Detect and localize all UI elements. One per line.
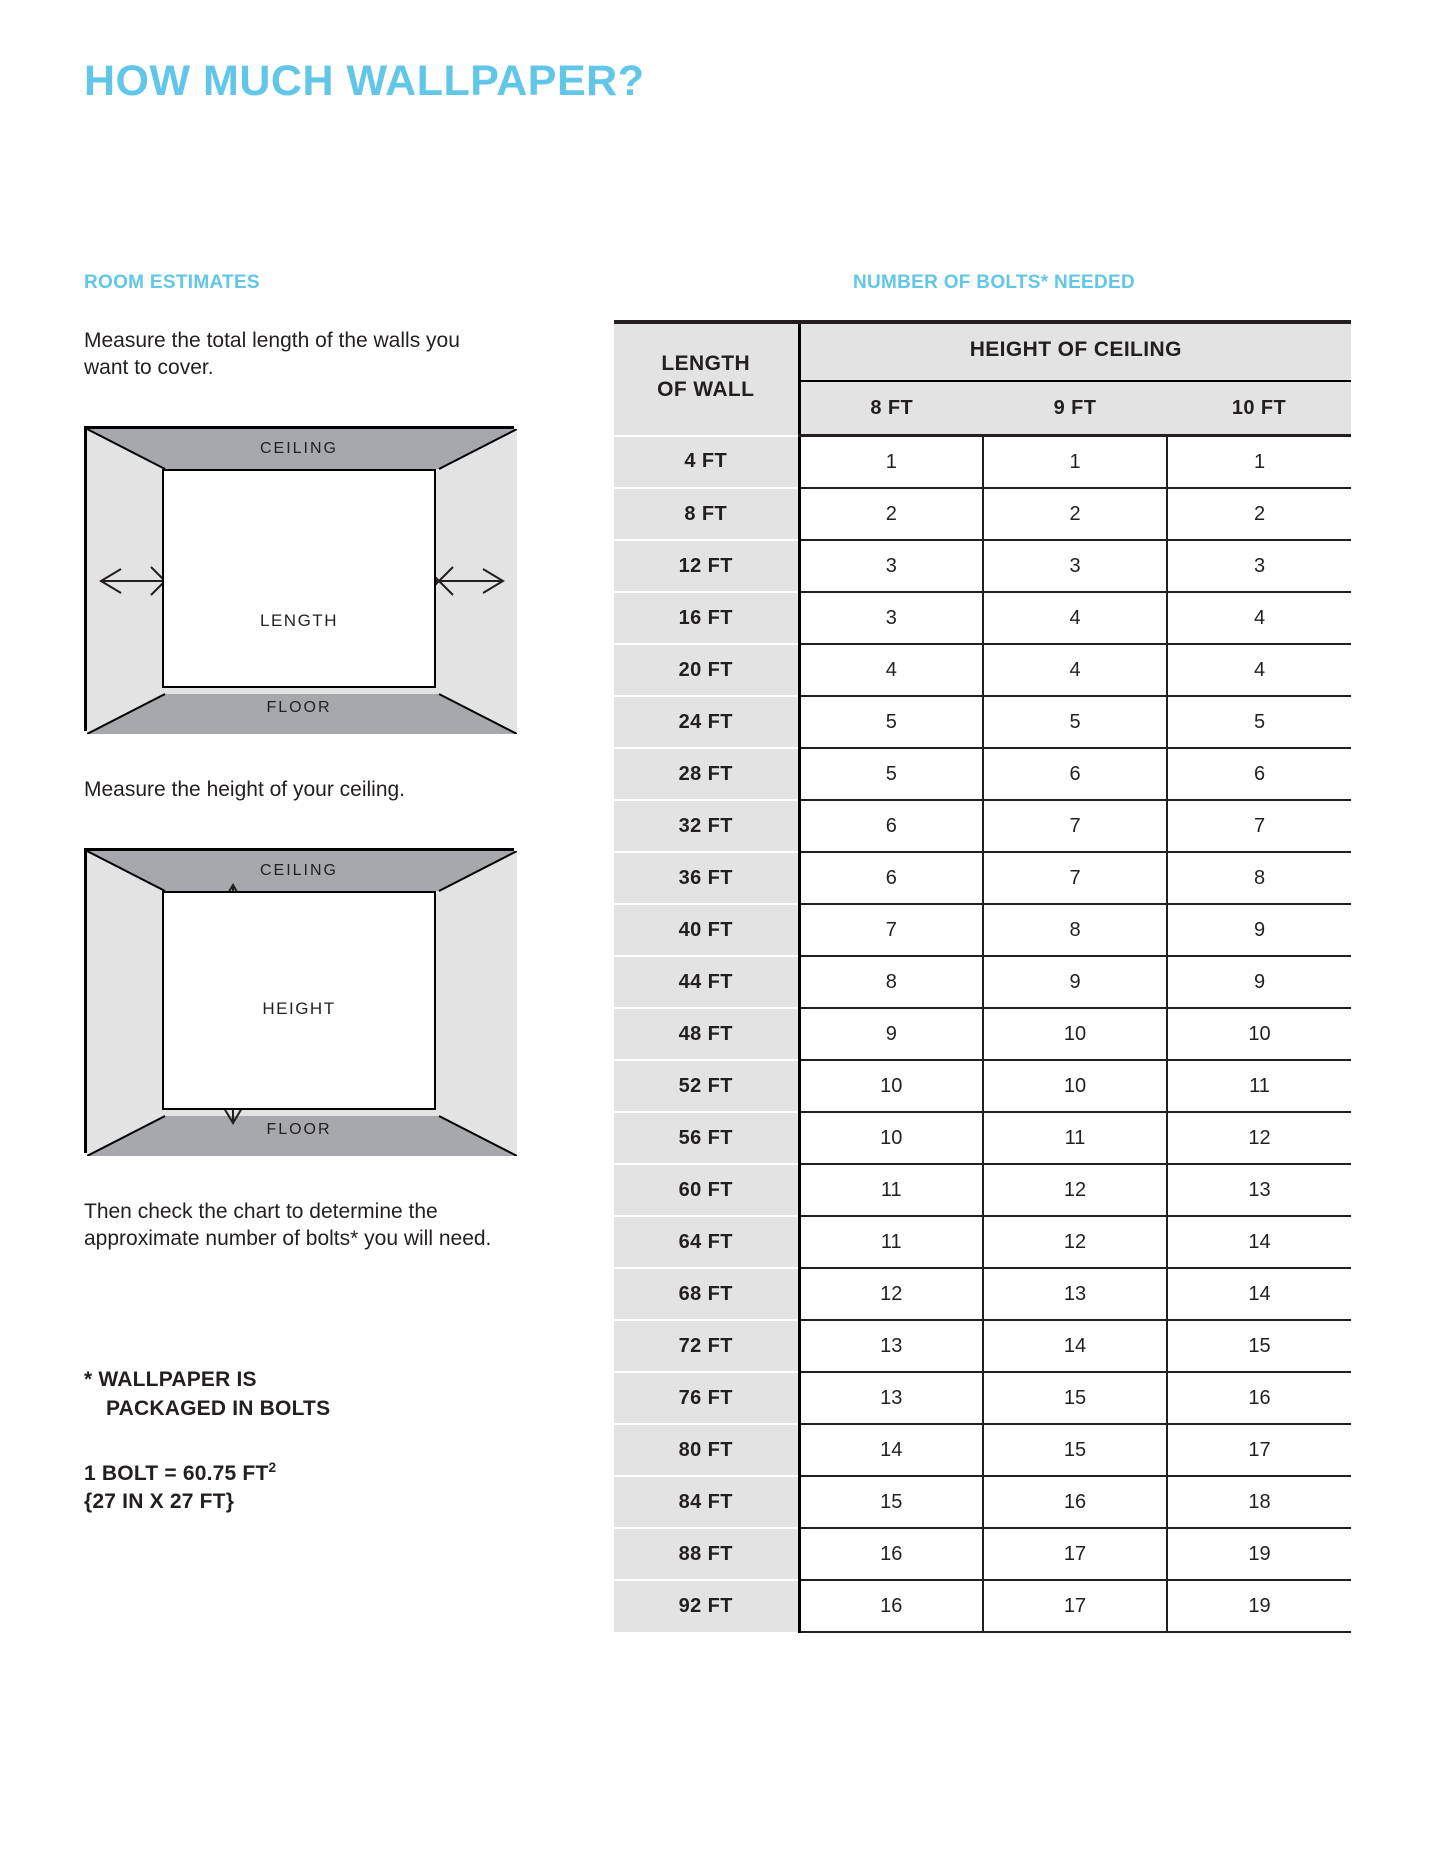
cell-10ft: 10 [1167,1008,1351,1060]
row-header: 88 FT [614,1528,799,1580]
table-row [614,1528,1351,1580]
cell-8ft: 7 [799,904,983,956]
row-header: 72 FT [614,1320,799,1372]
table-row [614,1008,1351,1060]
cell-10ft: 18 [1167,1476,1351,1528]
row-header: 56 FT [614,1112,799,1164]
floor-label: FLOOR [266,698,332,716]
cell-8ft: 14 [799,1424,983,1476]
row-header: 84 FT [614,1476,799,1528]
row-header: 32 FT [614,800,799,852]
cell-10ft: 1 [1167,436,1351,489]
room-inner-wall [162,469,436,688]
cell-9ft: 4 [983,644,1167,696]
cell-10ft: 13 [1167,1164,1351,1216]
cell-10ft: 9 [1167,956,1351,1008]
cell-8ft: 1 [799,436,983,489]
row-header: 40 FT [614,904,799,956]
header-length-of-wall [614,320,799,436]
cell-8ft: 3 [799,592,983,644]
step-1-text: Measure the total length of the walls you want to cover. [84,329,460,379]
row-header: 4 FT [614,436,799,489]
cell-8ft: 13 [799,1372,983,1424]
cell-9ft: 11 [983,1112,1167,1164]
table-row [614,1268,1351,1320]
cell-8ft: 6 [799,852,983,904]
table-row [614,1216,1351,1268]
table-row [614,1112,1351,1164]
row-header: 60 FT [614,1164,799,1216]
cell-10ft: 7 [1167,800,1351,852]
row-header: 36 FT [614,852,799,904]
cell-9ft: 15 [983,1372,1167,1424]
cell-9ft: 5 [983,696,1167,748]
cell-9ft: 16 [983,1476,1167,1528]
cell-8ft: 4 [799,644,983,696]
cell-10ft: 4 [1167,592,1351,644]
cell-8ft: 16 [799,1528,983,1580]
ceiling-label: CEILING [259,439,338,457]
table-row [614,644,1351,696]
ceiling-label: CEILING [259,861,338,879]
header-length-line1: LENGTH [661,352,751,375]
table-row [614,696,1351,748]
cell-9ft: 10 [983,1008,1167,1060]
cell-8ft: 13 [799,1320,983,1372]
page-title: HOW MUCH WALLPAPER? [84,57,645,105]
table-row [614,852,1351,904]
cell-10ft: 9 [1167,904,1351,956]
table-row [614,1580,1351,1632]
floor-label: FLOOR [266,1120,332,1138]
table-row [614,540,1351,592]
cell-8ft: 5 [799,696,983,748]
header-col-9ft: 9 FT [983,381,1167,436]
header-col-10ft: 10 FT [1167,381,1351,436]
table-row [614,488,1351,540]
table-row [614,1372,1351,1424]
cell-9ft: 2 [983,488,1167,540]
row-header: 76 FT [614,1372,799,1424]
table-row [614,800,1351,852]
cell-10ft: 8 [1167,852,1351,904]
cell-8ft: 10 [799,1112,983,1164]
cell-8ft: 2 [799,488,983,540]
height-dimension-label: HEIGHT [262,998,336,1018]
table-row [614,592,1351,644]
table-row [614,1164,1351,1216]
table-row [614,1476,1351,1528]
row-header: 44 FT [614,956,799,1008]
bolt-size-note [84,1459,504,1517]
bolts-footnote [84,1366,504,1423]
cell-10ft: 14 [1167,1268,1351,1320]
cell-8ft: 12 [799,1268,983,1320]
cell-10ft: 3 [1167,540,1351,592]
table-header-group-row [614,320,1351,381]
bolt-area-exponent: 2 [268,1460,277,1476]
cell-9ft: 7 [983,800,1167,852]
table-row [614,748,1351,800]
bolts-table-heading: NUMBER OF BOLTS* NEEDED [852,272,1136,293]
cell-8ft: 11 [799,1216,983,1268]
row-header: 20 FT [614,644,799,696]
cell-9ft: 1 [983,436,1167,489]
footnote-line-1: * WALLPAPER IS [84,1368,257,1392]
cell-10ft: 11 [1167,1060,1351,1112]
room-estimates-column [84,272,504,1517]
room-diagram-length [84,426,514,731]
cell-9ft: 8 [983,904,1167,956]
header-col-8ft: 8 FT [799,381,983,436]
cell-10ft: 14 [1167,1216,1351,1268]
cell-10ft: 2 [1167,488,1351,540]
cell-9ft: 12 [983,1216,1167,1268]
cell-9ft: 14 [983,1320,1167,1372]
cell-10ft: 16 [1167,1372,1351,1424]
cell-10ft: 19 [1167,1528,1351,1580]
bolt-area-text: 1 BOLT = 60.75 FT [84,1462,269,1486]
cell-9ft: 17 [983,1580,1167,1632]
cell-10ft: 5 [1167,696,1351,748]
table-row [614,1424,1351,1476]
row-header: 12 FT [614,540,799,592]
table-row [614,956,1351,1008]
table-row [614,904,1351,956]
header-height-of-ceiling: HEIGHT OF CEILING [799,320,1351,381]
bolts-table-column [614,272,1374,1633]
row-header: 16 FT [614,592,799,644]
length-dimension-label: LENGTH [260,610,338,630]
cell-8ft: 3 [799,540,983,592]
cell-8ft: 15 [799,1476,983,1528]
row-header: 92 FT [614,1580,799,1632]
step-2-text: Measure the height of your ceiling. [84,777,406,801]
cell-9ft: 6 [983,748,1167,800]
cell-10ft: 15 [1167,1320,1351,1372]
cell-8ft: 16 [799,1580,983,1632]
cell-8ft: 11 [799,1164,983,1216]
cell-10ft: 6 [1167,748,1351,800]
header-length-line2: OF WALL [657,378,755,402]
footnote-line-2: PACKAGED IN BOLTS [106,1396,331,1420]
cell-9ft: 17 [983,1528,1167,1580]
cell-10ft: 17 [1167,1424,1351,1476]
cell-9ft: 10 [983,1060,1167,1112]
cell-8ft: 8 [799,956,983,1008]
cell-9ft: 13 [983,1268,1167,1320]
room-estimates-heading: ROOM ESTIMATES [84,272,260,293]
row-header: 68 FT [614,1268,799,1320]
cell-8ft: 10 [799,1060,983,1112]
row-header: 52 FT [614,1060,799,1112]
step-3-text: Then check the chart to determine the approximate number of bolts* you will need. [84,1199,492,1250]
cell-9ft: 3 [983,540,1167,592]
cell-10ft: 4 [1167,644,1351,696]
cell-9ft: 4 [983,592,1167,644]
cell-9ft: 12 [983,1164,1167,1216]
table-row [614,1320,1351,1372]
cell-8ft: 6 [799,800,983,852]
row-header: 24 FT [614,696,799,748]
row-header: 64 FT [614,1216,799,1268]
cell-9ft: 7 [983,852,1167,904]
cell-10ft: 19 [1167,1580,1351,1632]
bolts-table-wrapper [614,320,1374,1633]
bolt-dimensions-text: {27 IN X 27 FT} [84,1490,235,1514]
room-diagram-height [84,848,514,1153]
row-header: 48 FT [614,1008,799,1060]
bolts-table [614,320,1351,1633]
row-header: 80 FT [614,1424,799,1476]
table-row [614,1060,1351,1112]
row-header: 8 FT [614,488,799,540]
cell-9ft: 9 [983,956,1167,1008]
cell-10ft: 12 [1167,1112,1351,1164]
table-row [614,436,1351,489]
cell-9ft: 15 [983,1424,1167,1476]
cell-8ft: 5 [799,748,983,800]
cell-8ft: 9 [799,1008,983,1060]
row-header: 28 FT [614,748,799,800]
